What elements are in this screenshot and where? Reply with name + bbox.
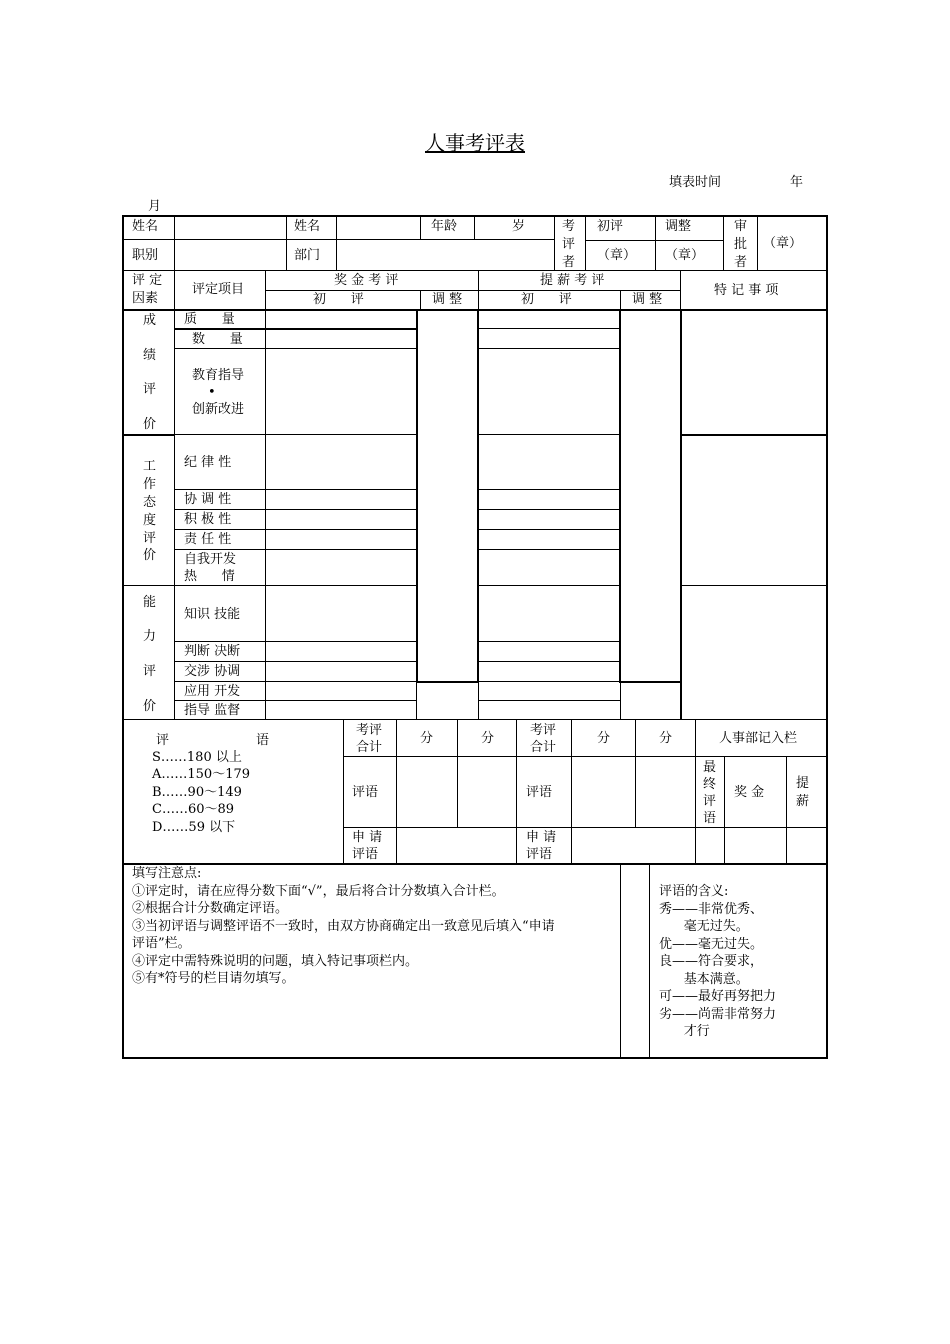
item-guidance-dot: • — [208, 385, 216, 400]
grade-b: B……90～149 — [152, 785, 242, 800]
bonus-header: 奖 金 考 评 — [334, 273, 399, 288]
item-direction: 指导 监督 — [184, 703, 241, 718]
item-negotiation: 交涉 协调 — [184, 664, 241, 679]
section-performance-1: 成 — [143, 313, 157, 328]
raise-initial-header: 初 评 — [521, 292, 572, 307]
initial-label: 初评 — [597, 219, 624, 234]
item-guidance-1: 教育指导 — [192, 368, 245, 383]
hr-bonus-label: 奖 金 — [734, 785, 765, 800]
section-attitude-3: 态 — [143, 495, 157, 510]
item-responsibility: 责 任 性 — [184, 532, 232, 547]
fill-time-month: 月 — [148, 199, 162, 214]
final-comment-2: 终 — [703, 777, 717, 792]
meaning-line-8: 才行 — [659, 1024, 710, 1039]
raise-adjust-header: 调 整 — [632, 292, 663, 307]
section-attitude-6: 价 — [143, 548, 157, 563]
raise-score-initial: 分 — [597, 731, 611, 746]
fill-time-year: 年 — [790, 175, 804, 190]
section-performance-4: 价 — [143, 417, 157, 432]
note-5: ⑤有*符号的栏目请勿填写。 — [132, 971, 295, 986]
bonus-apply-1: 申 请 — [352, 830, 383, 845]
note-2: ②根据合计分数确定评语。 — [132, 901, 289, 916]
grade-c: C……60～89 — [152, 802, 235, 817]
raise-header: 提 薪 考 评 — [540, 273, 605, 288]
age-unit: 岁 — [512, 219, 526, 234]
grade-d: D……59 以下 — [152, 820, 236, 835]
bonus-initial-header: 初 评 — [313, 292, 364, 307]
item-judgment: 判断 决断 — [184, 644, 241, 659]
section-ability-2: 力 — [143, 629, 157, 644]
bonus-comment-label: 评语 — [352, 785, 379, 800]
factor-header-2: 因素 — [132, 291, 159, 306]
meaning-line-1: 秀——非常优秀、 — [659, 902, 764, 917]
bonus-score-adjust: 分 — [481, 731, 495, 746]
approver-seal: （章） — [763, 236, 803, 251]
section-ability-4: 价 — [143, 699, 157, 714]
item-discipline: 纪 律 性 — [184, 455, 232, 470]
page-title: 人事考评表 — [425, 131, 525, 156]
section-ability-1: 能 — [143, 595, 157, 610]
dept-label: 部门 — [294, 248, 321, 263]
item-selfdev-1: 自我开发 — [184, 552, 237, 567]
approver-label-3: 者 — [734, 255, 748, 270]
bonus-score-initial: 分 — [420, 731, 434, 746]
initial-seal: （章） — [597, 248, 637, 263]
meaning-line-5: 基本满意。 — [659, 972, 749, 987]
bonus-total-1: 考评 — [356, 723, 383, 738]
reviewer-label-1: 考 — [562, 219, 576, 234]
special-header: 特 记 事 项 — [714, 283, 779, 298]
factor-header-1: 评 定 — [132, 273, 163, 288]
meaning-line-3: 优——毫无过失。 — [659, 937, 764, 952]
meaning-line-7: 劣——尚需非常努力 — [659, 1007, 777, 1022]
section-attitude-2: 作 — [143, 477, 157, 492]
name-label-2: 姓名 — [294, 219, 321, 234]
section-attitude-4: 度 — [143, 513, 157, 528]
reviewer-label-2: 评 — [562, 237, 576, 252]
raise-apply-1: 申 请 — [526, 830, 557, 845]
item-guidance-2: 创新改进 — [192, 402, 245, 417]
hr-raise-label-1: 提 — [796, 776, 810, 791]
adjust-seal: （章） — [665, 248, 705, 263]
position-label: 职别 — [132, 248, 159, 263]
item-header: 评定项目 — [192, 282, 245, 297]
item-selfdev-2: 热 情 — [184, 569, 235, 584]
raise-apply-2: 评语 — [526, 847, 553, 862]
grading-head-left: 评 — [156, 733, 170, 748]
reviewer-label-3: 者 — [562, 255, 576, 270]
section-performance-2: 绩 — [143, 348, 157, 363]
grade-a: A……150～179 — [152, 767, 251, 782]
item-initiative: 积 极 性 — [184, 512, 232, 527]
section-ability-3: 评 — [143, 664, 157, 679]
final-comment-3: 评 — [703, 794, 717, 809]
item-coordination: 协 调 性 — [184, 492, 232, 507]
raise-total-2: 合计 — [530, 740, 557, 755]
item-quality: 质 量 — [184, 312, 235, 327]
raise-total-1: 考评 — [530, 723, 557, 738]
bonus-total-2: 合计 — [356, 740, 383, 755]
final-comment-1: 最 — [703, 760, 717, 775]
approver-label-1: 审 — [734, 219, 748, 234]
raise-score-adjust: 分 — [659, 731, 673, 746]
section-attitude-1: 工 — [143, 459, 157, 474]
name-label: 姓名 — [132, 219, 159, 234]
bonus-adjust-header: 调 整 — [432, 292, 463, 307]
adjust-label: 调整 — [665, 219, 692, 234]
age-label: 年龄 — [431, 219, 458, 234]
meaning-line-2: 毫无过失。 — [659, 919, 749, 934]
approver-label-2: 批 — [734, 237, 748, 252]
meaning-line-6: 可——最好再努把力 — [659, 989, 777, 1004]
item-application: 应用 开发 — [184, 684, 241, 699]
grade-s: S……180 以上 — [152, 750, 242, 765]
section-performance-3: 评 — [143, 382, 157, 397]
grading-head-right: 语 — [256, 733, 270, 748]
note-4: ④评定中需特殊说明的问题，填入特记事项栏内。 — [132, 954, 419, 969]
meaning-line-4: 良——符合要求， — [659, 954, 764, 969]
final-comment-4: 语 — [703, 811, 717, 826]
notes-head: 填写注意点: — [132, 866, 202, 881]
hr-column-label: 人事部记入栏 — [719, 731, 798, 746]
note-3: ③当初评语与调整评语不一致时，由双方协商确定出一致意见后填入“申请 — [132, 919, 555, 934]
hr-raise-label-2: 薪 — [796, 794, 810, 809]
note-3-cont: 评语”栏。 — [132, 936, 191, 951]
raise-comment-label: 评语 — [526, 785, 553, 800]
section-attitude-5: 评 — [143, 531, 157, 546]
meaning-head: 评语的含义: — [659, 884, 729, 899]
item-quantity: 数 量 — [192, 332, 243, 347]
item-knowledge: 知识 技能 — [184, 607, 241, 622]
bonus-apply-2: 评语 — [352, 847, 379, 862]
fill-time-label: 填表时间 — [669, 175, 722, 190]
note-1: ①评定时，请在应得分数下面“√”，最后将合计分数填入合计栏。 — [132, 884, 505, 899]
